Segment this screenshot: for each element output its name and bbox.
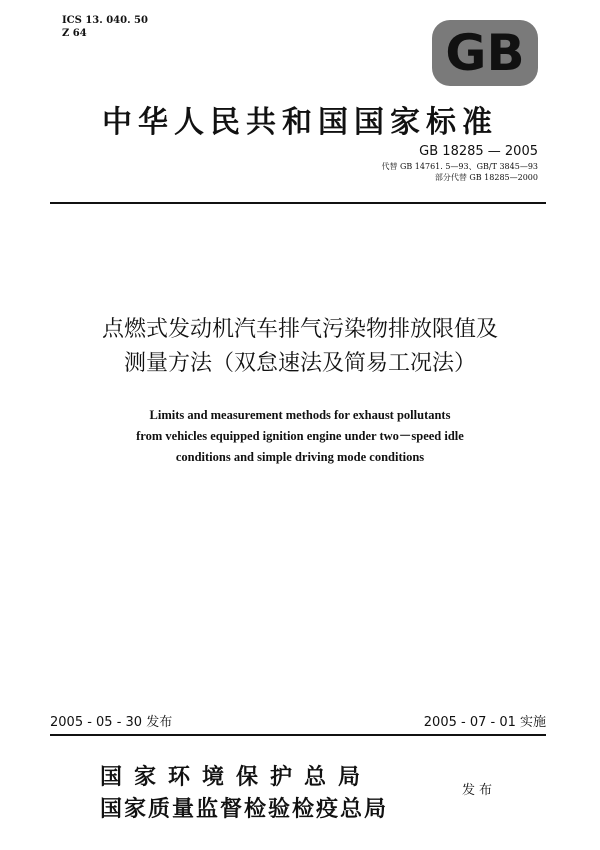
- logo-text: GB: [445, 24, 525, 82]
- chinese-title-line: 点燃式发动机汽车排气污染物排放限值及: [101, 317, 498, 342]
- english-title-line: from vehicles equipped ignition engine under two－speed idle: [136, 429, 464, 443]
- replaces-note: [381, 161, 538, 183]
- ics-code: ICS 13. 040. 50: [62, 15, 148, 26]
- issuer-line: 国家质量监督检验检疫总局: [100, 797, 389, 822]
- standard-number: GB 18285 — 2005: [419, 144, 538, 159]
- gb-logo-icon: [430, 18, 540, 88]
- issuer-line: 国家环境保护总局: [100, 765, 373, 790]
- page-title: 中华人民共和国国家标准: [102, 105, 498, 140]
- bottom-divider: [50, 734, 546, 736]
- english-title: [0, 405, 600, 468]
- english-title-line: Limits and measurement methods for exhaust pollutants: [149, 408, 451, 422]
- partial-replaces-line: 部分代替 GB 18285—2000: [434, 173, 538, 182]
- issue-word: 发布: [462, 783, 497, 798]
- chinese-title: [0, 313, 600, 381]
- classification-codes: [62, 14, 148, 40]
- english-title-line: conditions and simple driving mode conditions: [175, 450, 425, 464]
- top-divider: [50, 202, 546, 204]
- issue-date: 2005 - 05 - 30 发布: [50, 715, 173, 730]
- ccs-code: Z 64: [62, 28, 87, 39]
- replaces-line: 代替 GB 14761. 5—93、GB/T 3845—93: [381, 162, 538, 171]
- chinese-title-line: 测量方法（双怠速法及简易工况法）: [123, 351, 476, 376]
- effective-date: 2005 - 07 - 01 实施: [423, 715, 546, 730]
